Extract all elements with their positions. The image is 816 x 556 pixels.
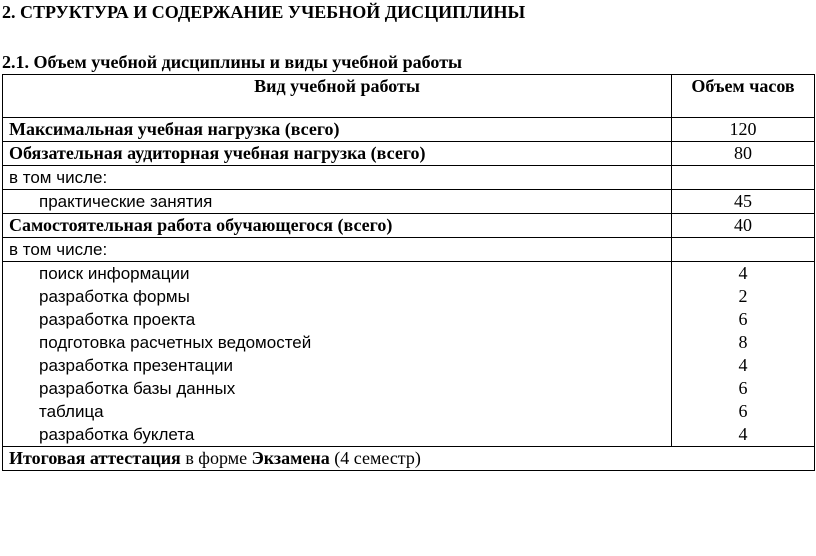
row-label: Обязательная аудиторная учебная нагрузка (всего) xyxy=(3,142,672,166)
header-hours: Объем часов xyxy=(672,75,815,118)
sublist-labels xyxy=(3,262,672,447)
row-value: 80 xyxy=(672,142,815,166)
row-label: в том числе: xyxy=(3,166,672,190)
row-value: 45 xyxy=(672,190,815,214)
row-value: 120 xyxy=(672,118,815,142)
row-value xyxy=(672,166,815,190)
row-label: Самостоятельная работа обучающегося (всего) xyxy=(3,214,672,238)
table-row xyxy=(3,118,815,142)
sublist-values xyxy=(672,262,815,447)
table-row xyxy=(3,166,815,190)
footer-part4: (4 семестр) xyxy=(329,448,421,468)
list-item-value: 6 xyxy=(738,309,748,329)
row-value xyxy=(672,238,815,262)
list-item-value: 6 xyxy=(738,401,748,421)
list-item-value: 6 xyxy=(738,378,748,398)
table-footer-row xyxy=(3,447,815,471)
subsection-title: 2.1. Объем учебной дисциплины и виды учебной работы xyxy=(2,52,463,72)
table-row xyxy=(3,142,815,166)
row-label-text: практические занятия xyxy=(39,192,213,211)
row-value: 40 xyxy=(672,214,815,238)
row-label xyxy=(3,190,672,214)
table-header-row xyxy=(3,75,815,118)
list-item: разработка презентации xyxy=(39,356,233,375)
list-item-value: 4 xyxy=(738,263,748,283)
list-item: разработка базы данных xyxy=(39,379,236,398)
row-label: Максимальная учебная нагрузка (всего) xyxy=(3,118,672,142)
list-item: подготовка расчетных ведомостей xyxy=(39,333,312,352)
study-load-table xyxy=(2,74,815,471)
footer-part1: Итоговая аттестация xyxy=(9,448,181,468)
table-row xyxy=(3,214,815,238)
final-assessment xyxy=(3,447,815,471)
footer-part3: Экзамена xyxy=(251,448,330,468)
section-title: 2. СТРУКТУРА И СОДЕРЖАНИЕ УЧЕБНОЙ ДИСЦИПЛИНЫ xyxy=(2,2,526,22)
list-item-value: 8 xyxy=(738,332,748,352)
header-work-type: Вид учебной работы xyxy=(3,75,672,118)
list-item: таблица xyxy=(39,402,104,421)
row-label: в том числе: xyxy=(3,238,672,262)
table-row-sublist xyxy=(3,262,815,447)
list-item-value: 4 xyxy=(738,355,748,375)
table-row xyxy=(3,238,815,262)
list-item: поиск информации xyxy=(39,264,190,283)
list-item: разработка проекта xyxy=(39,310,196,329)
list-item: разработка буклета xyxy=(39,425,195,444)
list-item-value: 2 xyxy=(738,286,748,306)
list-item: разработка формы xyxy=(39,287,190,306)
list-item-value: 4 xyxy=(738,424,748,444)
footer-part2: в форме xyxy=(180,448,252,468)
table-row xyxy=(3,190,815,214)
